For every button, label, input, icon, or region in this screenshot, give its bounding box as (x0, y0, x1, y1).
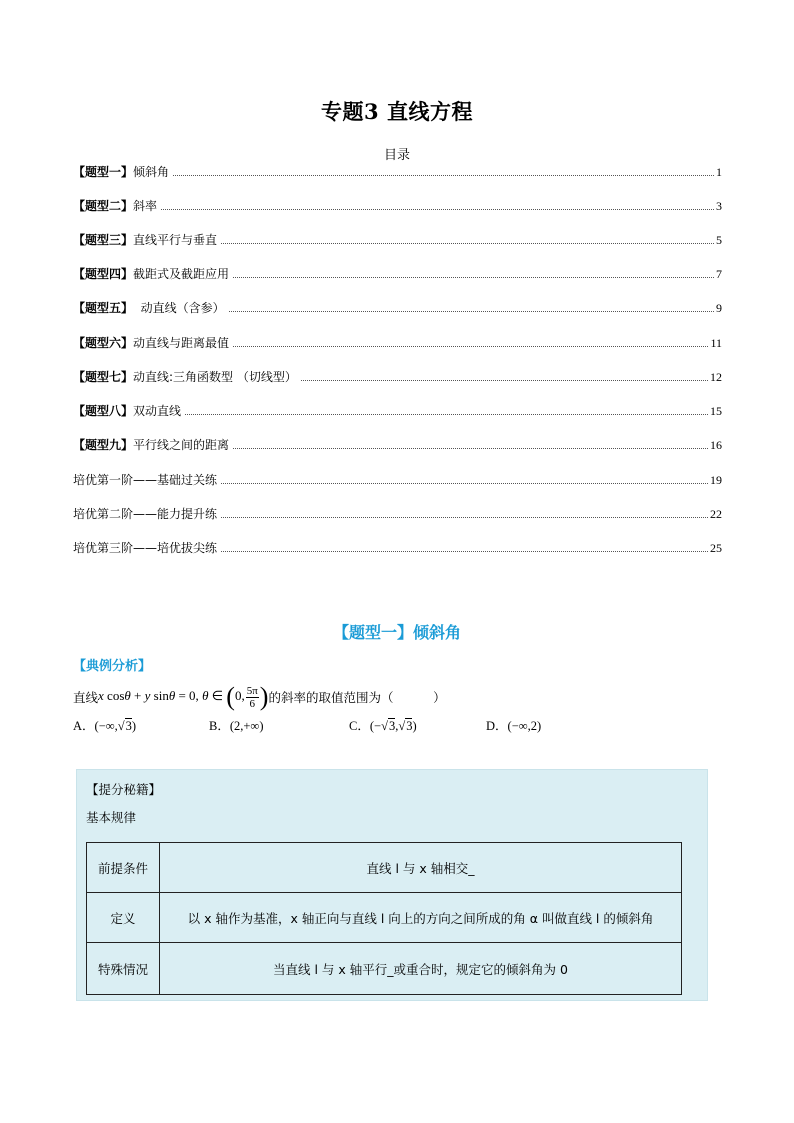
toc-item-10[interactable]: 培优第一阶——基础过关练 19 (73, 473, 722, 487)
tips-box (76, 769, 708, 1001)
question-stem (73, 682, 733, 712)
row-value: 当直线 l 与 x 轴平行_或重合时，规定它的倾斜角为 0 (160, 943, 682, 995)
row-key: 特殊情况 (87, 943, 160, 995)
toc-item-9[interactable]: 【题型九】平行线之间的距离 16 (73, 438, 722, 452)
row-key: 定义 (87, 893, 160, 943)
table-row (87, 943, 682, 995)
toc-item-2[interactable]: 【题型二】斜率 3 (73, 199, 722, 213)
toc-item-12[interactable]: 培优第三阶——培优拔尖练 25 (73, 541, 722, 555)
toc-item-5[interactable]: 【题型五】 动直线（含参） 9 (73, 301, 722, 315)
toc-heading: 目录 (383, 148, 410, 163)
tips-subtitle: 基本规律 (86, 810, 137, 825)
row-value: 以 x 轴作为基准，x 轴正向与直线 l 向上的方向之间所成的角 α 叫做直线 l 的倾斜角 (160, 893, 682, 943)
fraction-5pi-6: $\frac{5\pi}{6}$ (246, 684, 258, 710)
example-heading: 【典例分析】 (73, 659, 152, 674)
toc-item-3[interactable]: 【题型三】直线平行与垂直 5 (73, 233, 722, 247)
table-row (87, 843, 682, 893)
question-prefix: 直线 (73, 690, 99, 705)
toc-item-1[interactable]: 【题型一】倾斜角 1 (73, 165, 722, 179)
page-title: 专题3 直线方程 (321, 99, 473, 124)
choice-d[interactable]: D．(−∞,2) (486, 719, 542, 733)
toc-item-6[interactable]: 【题型六】动直线与距离最值 11 (73, 336, 722, 350)
section-title: 【题型一】倾斜角 (332, 623, 461, 642)
question-suffix: 的斜率的取值范围为（ ） (268, 690, 446, 705)
choice-a[interactable]: A．(−∞,√3) (73, 719, 137, 733)
toc-item-7[interactable]: 【题型七】动直线:三角函数型 （切线型） 12 (73, 370, 722, 384)
choice-c[interactable]: C．(−√3,√3) (349, 719, 417, 733)
row-key: 前提条件 (87, 843, 160, 893)
toc-item-4[interactable]: 【题型四】截距式及截距应用 7 (73, 267, 722, 281)
tips-title: 【提分秘籍】 (86, 782, 162, 797)
rules-table (86, 842, 682, 995)
choice-b[interactable]: B．(2,+∞) (209, 719, 264, 733)
toc-item-11[interactable]: 培优第二阶——能力提升练 22 (73, 507, 722, 521)
row-value: 直线 l 与 x 轴相交_ (160, 843, 682, 893)
answer-choices (73, 716, 733, 736)
question-equation: x cosθ + y sinθ = 0, θ ∈ (0, $\frac{5\pi}{6}$ ) (98, 682, 269, 711)
table-row (87, 893, 682, 943)
toc-item-8[interactable]: 【题型八】双动直线 15 (73, 404, 722, 418)
